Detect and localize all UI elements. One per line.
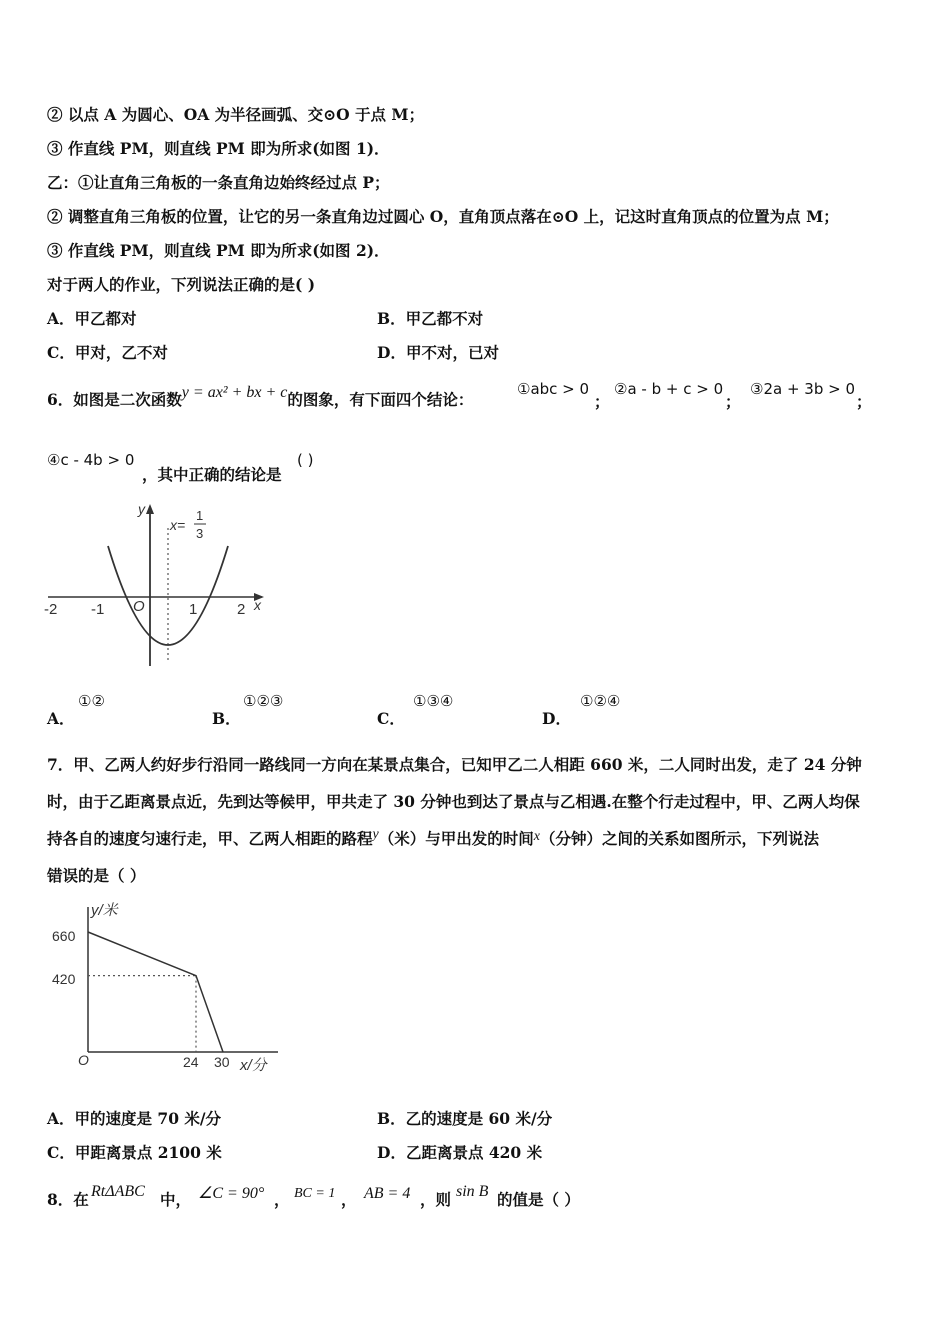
parabola-curve	[108, 546, 228, 645]
q7-line1: 7．甲、乙两人约好步行沿同一路线同一方向在某景点集合，已知甲乙二人相距 660 米，二人同时出发，走了 24 分钟	[47, 755, 862, 774]
q6-paren: ( )	[297, 451, 314, 469]
q7-line3	[47, 827, 819, 849]
y-axis-label: y/米	[91, 902, 118, 919]
tick-neg2: -2	[44, 601, 58, 618]
x-axis-label: x	[254, 597, 261, 613]
q8-tail: 的值是（ ）	[497, 1190, 580, 1209]
q5-option-b: B．甲乙都不对	[377, 309, 484, 328]
q7-option-c: C．甲距离景点 2100 米	[47, 1143, 222, 1162]
q7-line3b: （米）与甲出发的时间	[378, 829, 534, 848]
q6-stem	[47, 384, 474, 410]
tick-origin: O	[133, 598, 145, 615]
q5-option-a: A．甲乙都对	[47, 309, 137, 328]
q6-separator-3: ；	[856, 392, 872, 411]
q6-conclusion-2: ②a - b + c > 0	[614, 380, 724, 398]
symmetry-numerator: 1	[196, 508, 204, 523]
q6-mid: 的图象，有下面四个结论：	[287, 390, 474, 409]
q6-option-b-value: ①②③	[243, 692, 284, 710]
q8-angle: ∠C = 90°	[198, 1185, 265, 1202]
q5-yi-step1: 乙：①让直角三角板的一条直角边始终经过点 P；	[47, 173, 390, 192]
x-tick-30: 30	[214, 1054, 230, 1070]
q5-option-c: C．甲对，乙不对	[47, 343, 168, 362]
distance-series-line	[88, 932, 223, 1052]
q7-option-a: A．甲的速度是 70 米/分	[47, 1109, 222, 1128]
q8-triangle: RtΔABC	[91, 1183, 145, 1200]
q7-line2: 时，由于乙距离景点近，先到达等候甲，甲共走了 30 分钟也到达了景点与乙相遇.在整个行走过程中，甲、乙两人均保	[47, 792, 860, 811]
q5-yi-step3: ③ 作直线 PM，则直线 PM 即为所求(如图 2)．	[47, 241, 390, 260]
q6-conclusion-3: ③2a + 3b > 0	[750, 380, 855, 398]
q5-question: 对于两人的作业，下列说法正确的是( )	[47, 275, 316, 294]
q6-conclusion-1: ①abc > 0	[517, 380, 590, 398]
q7-var-y: y	[372, 827, 379, 842]
q6-separator-2: ；	[725, 392, 741, 411]
y-axis-label: y	[138, 501, 145, 517]
q6-parabola-graph	[40, 498, 280, 673]
q6-conclusion-4: ④c - 4b > 0	[47, 451, 135, 469]
q8-ab: AB = 4	[364, 1185, 411, 1202]
q6-option-c-value: ①③④	[413, 692, 454, 710]
q6-option-d-value: ①②④	[580, 692, 621, 710]
q5-yi-step2: ② 调整直角三角板的位置，让它的另一条直角边过圆心 O，直角顶点落在⊙O 上，记这时直角顶点的位置为点 M；	[47, 207, 839, 226]
q8-bc: BC = 1	[294, 1186, 336, 1201]
q6-separator-1: ；	[594, 392, 610, 411]
q7-var-x: x	[533, 829, 540, 844]
y-tick-660: 660	[52, 928, 76, 944]
tick-1: 1	[189, 601, 198, 618]
q6-option-c-letter: C．	[377, 709, 405, 728]
q6-tail: ，其中正确的结论是	[142, 465, 282, 484]
q7-option-d: D．乙距离景点 420 米	[377, 1143, 543, 1162]
q6-option-b-letter: B．	[212, 709, 241, 728]
y-tick-420: 420	[52, 971, 76, 987]
symmetry-label: x=	[170, 517, 186, 533]
q7-line3a: 持各自的速度匀速行走，甲、乙两人相距的路程	[47, 829, 373, 848]
symmetry-denominator: 3	[196, 526, 204, 541]
q6-prefix: 6．如图是二次函数	[47, 390, 182, 409]
x-axis-label: x/分	[240, 1057, 267, 1074]
q8-mid: 中，	[160, 1190, 192, 1209]
q6-function: y = ax² + bx + c	[181, 384, 288, 401]
q5-option-d: D．甲不对，已对	[377, 343, 499, 362]
x-tick-origin: O	[78, 1052, 89, 1068]
q7-line4: 错误的是（ ）	[47, 866, 146, 885]
q8-sinb: sin B	[456, 1183, 489, 1200]
q7-distance-chart	[40, 895, 290, 1080]
q8-prefix: 8．在	[47, 1190, 89, 1209]
q7-option-b: B．乙的速度是 60 米/分	[377, 1109, 553, 1128]
q8-then: ，则	[420, 1190, 452, 1209]
q6-option-d-letter: D．	[542, 709, 571, 728]
q5-step2: ② 以点 A 为圆心、OA 为半径画弧、交⊙O 于点 M；	[47, 105, 425, 124]
q7-line3c: （分钟）之间的关系如图所示，下列说法	[539, 829, 819, 848]
q6-option-a-letter: A．	[47, 709, 75, 728]
tick-neg1: -1	[91, 601, 105, 618]
q6-option-a-value: ①②	[78, 692, 105, 710]
q8-comma-2: ，	[341, 1190, 357, 1209]
x-tick-24: 24	[183, 1054, 199, 1070]
y-axis-arrow	[146, 504, 154, 514]
q8-comma-1: ，	[274, 1190, 290, 1209]
tick-2: 2	[237, 601, 246, 618]
q5-step3: ③ 作直线 PM，则直线 PM 即为所求(如图 1)．	[47, 139, 390, 158]
